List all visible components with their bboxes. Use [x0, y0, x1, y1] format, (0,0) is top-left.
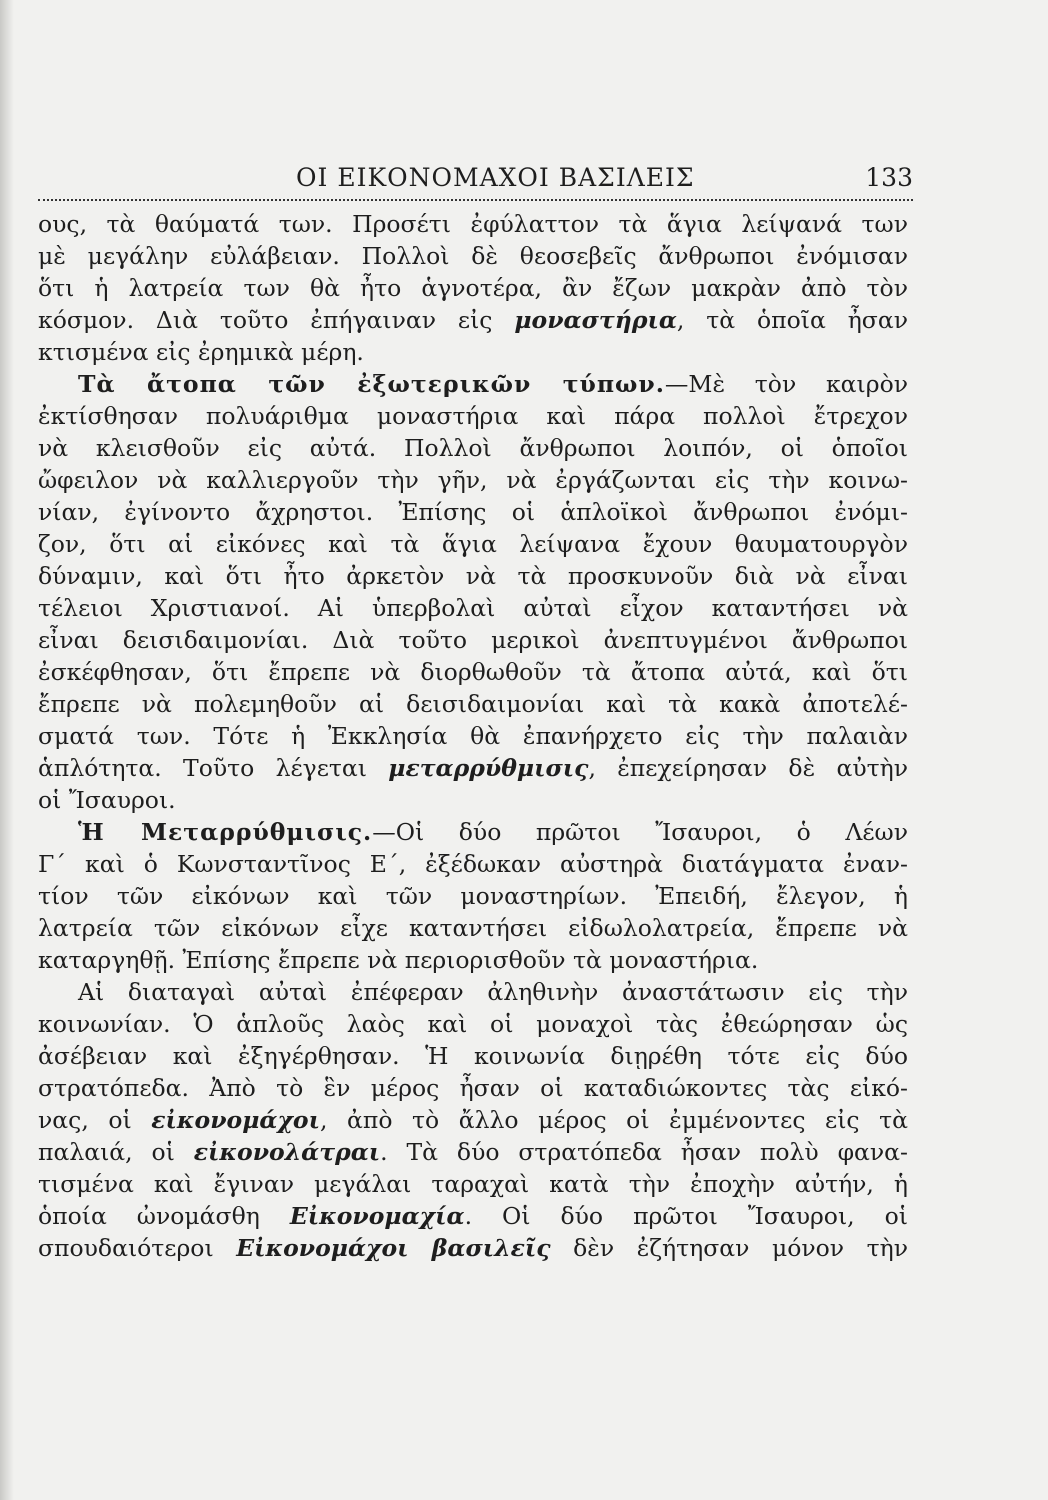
text-line: κόσμον. Διὰ τοῦτο ἐπήγαιναν εἰς μοναστήρια, τὰ ὁποῖα ἦσαν: [38, 306, 908, 334]
text-line: Αἱ διαταγαὶ αὐταὶ ἐπέφεραν ἀληθινὴν ἀναστάτωσιν εἰς τὴν: [78, 978, 908, 1006]
emphasis-term: μοναστήρια: [514, 306, 677, 334]
text-line: Γ΄ καὶ ὁ Κωνσταντῖνος Ε΄, ἐξέδωκαν αὐστηρὰ διατάγματα ἐναν-: [38, 850, 908, 878]
text-line: παλαιά, οἱ εἰκονολάτραι. Τὰ δύο στρατόπεδα ἦσαν πολὺ φανα-: [38, 1138, 908, 1166]
text-line: νίαν, ἐγίνοντο ἄχρηστοι. Ἐπίσης οἱ ἁπλοϊκοὶ ἄνθρωποι ἐνόμι-: [38, 498, 908, 526]
text-line: ὤφειλον νὰ καλλιεργοῦν τὴν γῆν, νὰ ἐργάζωνται εἰς τὴν κοινω-: [38, 466, 908, 494]
text-line: μὲ μεγάλην εὐλάβειαν. Πολλοὶ δὲ θεοσεβεῖς ἄνθρωποι ἐνόμισαν: [38, 242, 908, 270]
text-line: σπουδαιότεροι Εἰκονομάχοι βασιλεῖς δὲν ἐζήτησαν μόνον τὴν: [38, 1234, 908, 1262]
header-rule: [38, 199, 913, 201]
text-line: λατρεία τῶν εἰκόνων εἶχε καταντήσει εἰδωλολατρεία, ἔπρεπε νὰ: [38, 914, 908, 942]
page-number: 133: [865, 163, 913, 192]
text-line: ὅτι ἡ λατρεία των θὰ ἦτο ἁγνοτέρα, ἂν ἔζων μακρὰν ἀπὸ τὸν: [38, 274, 908, 302]
page-gutter-shadow: [0, 0, 14, 1500]
text-line: Τὰ ἄτοπα τῶν ἐξωτερικῶν τύπων.—Μὲ τὸν καιρὸν: [78, 370, 908, 398]
text-line: τίον τῶν εἰκόνων καὶ τῶν μοναστηρίων. Ἐπειδή, ἔλεγον, ἡ: [38, 882, 908, 910]
text-line: ἔπρεπε νὰ πολεμηθοῦν αἱ δεισιδαιμονίαι καὶ τὰ κακὰ ἀποτελέ-: [38, 690, 908, 718]
emphasis-term: εἰκονομάχοι: [151, 1106, 320, 1134]
running-title: ΟΙ ΕΙΚΟΝΟΜΑΧΟΙ ΒΑΣΙΛΕΙΣ: [296, 163, 695, 192]
text-line: εἶναι δεισιδαιμονίαι. Διὰ τοῦτο μερικοὶ ἀνεπτυγμένοι ἄνθρωποι: [38, 626, 908, 654]
text-line: τισμένα καὶ ἔγιναν μεγάλαι ταραχαὶ κατὰ τὴν ἐποχὴν αὐτήν, ἡ: [38, 1170, 908, 1198]
page-header: [38, 163, 913, 203]
text-line: κτισμένα εἰς ἐρημικὰ μέρη.: [38, 338, 364, 366]
text-line: οἱ Ἴσαυροι.: [38, 786, 176, 814]
emphasis-term: εἰκονολάτραι: [193, 1138, 381, 1166]
emphasis-term: μεταρρύθμισις: [388, 754, 589, 782]
text-line: Ἡ Μεταρρύθμισις.—Οἱ δύο πρῶτοι Ἴσαυροι, ὁ Λέων: [78, 818, 908, 846]
section-heading: Τὰ ἄτοπα τῶν ἐξωτερικῶν τύπων.: [78, 370, 665, 398]
text-line: ἐκτίσθησαν πολυάριθμα μοναστήρια καὶ πάρα πολλοὶ ἔτρεχον: [38, 402, 908, 430]
text-line: σματά των. Τότε ἡ Ἐκκλησία θὰ ἐπανήρχετο εἰς τὴν παλαιὰν: [38, 722, 908, 750]
text-line: ἀσέβειαν καὶ ἐξηγέρθησαν. Ἡ κοινωνία διῃρέθη τότε εἰς δύο: [38, 1042, 908, 1070]
text-line: ὁποία ὠνομάσθη Εἰκονομαχία. Οἱ δύο πρῶτοι Ἴσαυροι, οἱ: [38, 1202, 908, 1230]
emphasis-term: Εἰκονομαχία: [289, 1202, 465, 1230]
text-line: ους, τὰ θαύματά των. Προσέτι ἐφύλαττον τὰ ἅγια λείψανά των: [38, 210, 908, 238]
section-heading: Ἡ Μεταρρύθμισις.: [78, 818, 373, 846]
text-line: ἁπλότητα. Τοῦτο λέγεται μεταρρύθμισις, ἐπεχείρησαν δὲ αὐτὴν: [38, 754, 908, 782]
text-line: τέλειοι Χριστιανοί. Αἱ ὑπερβολαὶ αὐταὶ εἶχον καταντήσει νὰ: [38, 594, 908, 622]
text-line: κοινωνίαν. Ὁ ἁπλοῦς λαὸς καὶ οἱ μοναχοὶ τὰς ἐθεώρησαν ὡς: [38, 1010, 908, 1038]
text-line: νας, οἱ εἰκονομάχοι, ἀπὸ τὸ ἄλλο μέρος οἱ ἐμμένοντες εἰς τὰ: [38, 1106, 908, 1134]
text-line: δύναμιν, καὶ ὅτι ἦτο ἀρκετὸν νὰ τὰ προσκυνοῦν διὰ νὰ εἶναι: [38, 562, 908, 590]
text-line: στρατόπεδα. Ἀπὸ τὸ ἓν μέρος ἦσαν οἱ καταδιώκοντες τὰς εἰκό-: [38, 1074, 908, 1102]
body-text: [38, 208, 908, 1264]
text-line: νὰ κλεισθοῦν εἰς αὐτά. Πολλοὶ ἄνθρωποι λοιπόν, οἱ ὁποῖοι: [38, 434, 908, 462]
text-line: ἐσκέφθησαν, ὅτι ἔπρεπε νὰ διορθωθοῦν τὰ ἄτοπα αὐτά, καὶ ὅτι: [38, 658, 908, 686]
text-line: καταργηθῇ. Ἐπίσης ἔπρεπε νὰ περιορισθοῦν τὰ μοναστήρια.: [38, 946, 759, 974]
text-line: ζον, ὅτι αἱ εἰκόνες καὶ τὰ ἅγια λείψανα ἔχουν θαυματουργὸν: [38, 530, 908, 558]
emphasis-term: Εἰκονομάχοι βασιλεῖς: [236, 1234, 551, 1262]
